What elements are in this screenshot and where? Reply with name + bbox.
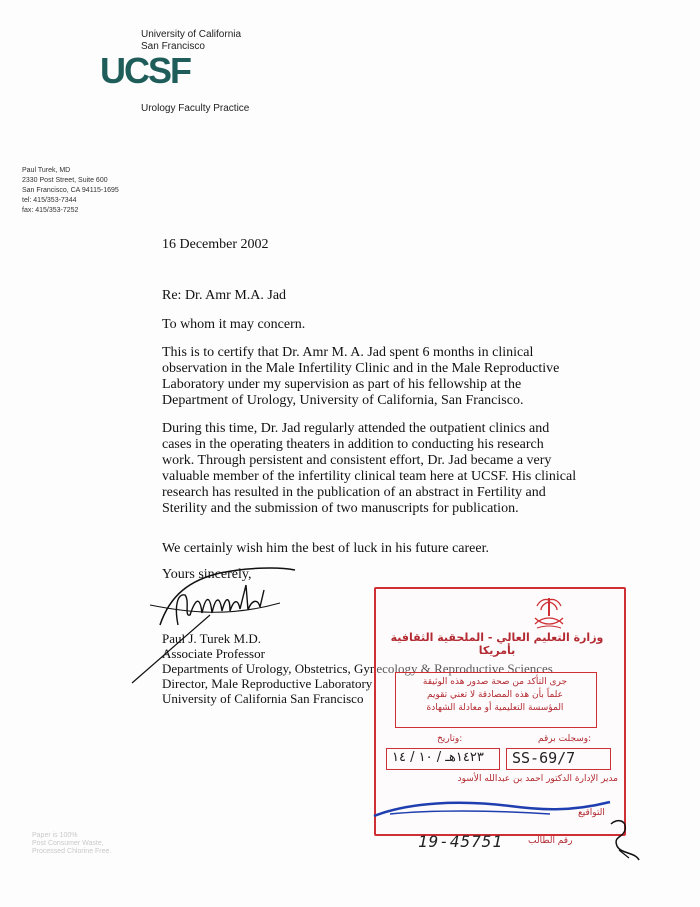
closing: Yours sincerely, — [162, 567, 252, 582]
sender-tel: tel: 415/353-7344 — [22, 197, 77, 204]
paragraph-performance: During this time, Dr. Jad regularly attended the outpatient clinics and cases in the operating theaters in addition to conducting his research work. Through persistent and consistent effort, Dr. Jad became a very valuable member of the infertility clinical team here at UCSF. His clinical research has resulted in the publication of an abstract in Fertility and Sterility and the submission of two manuscripts for publication. — [162, 421, 577, 516]
sender-address-1: 2330 Post Street, Suite 600 — [22, 177, 108, 184]
ucsf-logo: UCSF — [100, 50, 190, 91]
university-line-1: University of California — [141, 29, 242, 40]
paragraph-wishes: We certainly wish him the best of luck in his future career. — [162, 541, 489, 556]
date-label: وتاريخ: — [437, 734, 463, 744]
student-number-label: رقم الطالب — [528, 836, 573, 846]
palm-swords-emblem-icon — [529, 594, 569, 630]
signer-name: Paul J. Turek M.D. — [162, 631, 261, 646]
signer-departments: Departments of Urology, Obstetrics, Gynecology & Reproductive Sciences — [162, 661, 553, 676]
registered-number-label: وسجلت برقم: — [538, 734, 592, 744]
sender-address-2: San Francisco, CA 94115-1695 — [22, 187, 119, 194]
salutation: To whom it may concern. — [162, 317, 306, 332]
date-value: ١٤٢٣هـ / ١٠ / ١٤ — [392, 750, 484, 765]
verification-text — [400, 676, 590, 715]
sender-name: Paul Turek, MD — [22, 167, 71, 174]
paragraph-certification: This is to certify that Dr. Amr M. A. Jad spent 6 months in clinical observation in the Male Infertility Clinic and in the Male Reproductive Laboratory under my supervision as part of his fellowship at the Department of Urology, University of California, San Francisco. — [162, 345, 560, 408]
footnote-line-3: Processed Chlorine Free. — [32, 848, 112, 855]
initials-mark — [605, 816, 645, 866]
footnote-line-1: Paper is 100% — [32, 832, 78, 839]
registered-number-value: SS-69/7 — [512, 749, 576, 767]
verification-line-2: علماً بأن هذه المصادقة لا تعني تقويم — [426, 690, 564, 700]
signer-title: Associate Professor — [162, 646, 265, 661]
subject-line: Re: Dr. Amr M.A. Jad — [162, 288, 287, 303]
verification-line-3: المؤسسة التعليمية أو معادلة الشهادة — [426, 703, 564, 713]
sender-address-block — [22, 166, 119, 216]
verification-line-1: جرى التأكد من صحة صدور هذه الوثيقة — [422, 677, 568, 687]
signer-institution: University of California San Francisco — [162, 691, 364, 706]
letter-date: 16 December 2002 — [162, 237, 269, 252]
recycled-paper-note — [32, 832, 111, 856]
footnote-line-2: Post Consumer Waste, — [32, 840, 104, 847]
university-line-2: San Francisco — [141, 41, 205, 52]
sender-fax: fax: 415/353-7252 — [22, 207, 79, 214]
signatures-label: التواقيع — [578, 808, 605, 818]
director-name: مدير الإدارة الدكتور احمد بن عبدالله الأسود — [457, 774, 618, 784]
signer-role: Director, Male Reproductive Laboratory — [162, 676, 373, 691]
student-number-value: 19-45751 — [418, 832, 504, 851]
practice-name: Urology Faculty Practice — [141, 103, 250, 114]
ministry-name: وزارة التعليم العالي - الملحقية الثقافية بأمريكا — [390, 631, 604, 657]
